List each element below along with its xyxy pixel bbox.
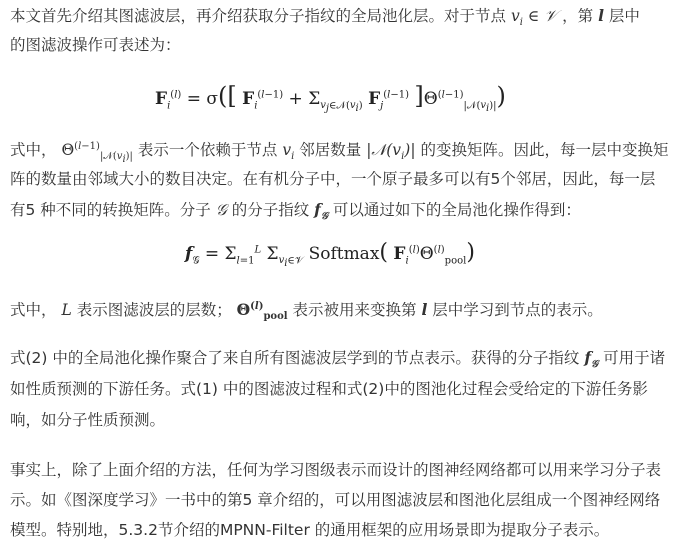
text: 本文首先介绍其图滤波层，再介绍获取分子指纹的全局池化层。对于节点 bbox=[10, 7, 507, 25]
text: 响，如分子性质预测。 bbox=[10, 411, 166, 429]
math-l: l bbox=[598, 6, 604, 25]
paragraph-5-line-2 bbox=[10, 490, 660, 510]
text: 可用于诸 bbox=[603, 349, 666, 367]
paragraph-1-line-1 bbox=[10, 6, 640, 33]
text: 的分子指纹 bbox=[231, 201, 310, 219]
math-fg: $f_𝒢$ bbox=[314, 200, 328, 223]
equation-1: $F_i^{(l)} = \sigma$([ $F_i^{(l-1)} + \Sigma_{v_j\in 𝒩(v_i)}$ $F_j^{(l-1)}$ ]$\Theta^{(l-1)}_{|𝒩(v_i)|}$) bbox=[155, 82, 506, 115]
paragraph-5-line-3 bbox=[10, 520, 609, 540]
text: 模型。特别地，5.3.2节介绍的MPNN-Filter 的通用框架的应用场景即为提取分子表示。 bbox=[10, 521, 610, 539]
text: 如性质预测的下游任务。式(1) 中的图滤波过程和式(2)中的图池化过程会受给定的下游任务影 bbox=[10, 380, 648, 398]
math-L: L bbox=[61, 301, 72, 320]
math-l: l bbox=[421, 300, 428, 320]
text: ，第 bbox=[562, 7, 594, 25]
text: 阵的数量由邻域大小的数目决定。在有机分子中，一个原子最多可以有5个邻居，因此，每一层 bbox=[10, 170, 656, 188]
paragraph-2-line-3 bbox=[10, 200, 581, 227]
text: 邻居数量 bbox=[299, 141, 362, 160]
paragraph-1-line-2 bbox=[10, 35, 181, 55]
text: 表示一个依赖于节点 bbox=[137, 141, 278, 160]
text: 事实上，除了上面介绍的方法，任何为学习图级表示而设计的图神经网络都可以用来学习分子表 bbox=[10, 461, 662, 479]
text: 式(2) 中的全局池化操作聚合了来自所有图滤波层学到的节点表示。获得的分子指纹 bbox=[10, 349, 580, 367]
text: 的图滤波操作可表述为： bbox=[10, 36, 181, 54]
text: 层中 bbox=[608, 7, 640, 25]
equation-2: $f_𝒢 = \Sigma_{l=1}^L$ $\Sigma_{v_i\in 𝒱}$ Softmax( $F_i^{(l)}\Theta^{(l)}_{pool}$) bbox=[185, 240, 475, 270]
text: 的变换矩阵。因此，每一层中变换矩 bbox=[420, 141, 669, 160]
text: 表示图滤波层的层数； bbox=[76, 301, 232, 320]
paragraph-4-line-3 bbox=[10, 410, 165, 430]
text: 式中， bbox=[10, 301, 57, 320]
math-theta: $\Theta^{(l-1)}_{|𝒩(v_i)|}$ bbox=[61, 141, 133, 166]
paragraph-4-line-1 bbox=[10, 348, 665, 375]
paragraph-2-line-1 bbox=[10, 137, 669, 170]
math-vi: $v_i$ bbox=[282, 141, 295, 163]
math-theta-pool: $\Theta^{(l)}_{pool}$ bbox=[236, 300, 288, 323]
text: 表示被用来变换第 bbox=[292, 301, 417, 320]
paragraph-4-line-2 bbox=[10, 379, 648, 399]
text: 有5 种不同的转换矩阵。分子 bbox=[10, 201, 211, 219]
paragraph-3 bbox=[10, 297, 603, 327]
text: 层中学习到节点的表示。 bbox=[432, 301, 603, 320]
math-g: 𝒢 bbox=[215, 201, 227, 219]
text: 式中， bbox=[10, 141, 57, 160]
math-neighbors: $|𝒩(v_i)|$ bbox=[366, 141, 416, 163]
text: 可以通过如下的全局池化操作得到： bbox=[332, 201, 581, 219]
math-fg: $f_𝒢$ bbox=[584, 348, 599, 371]
paragraph-2-line-2 bbox=[10, 169, 655, 189]
text: 示。如《图深度学习》一书中的第5 章介绍的，可以用图滤波层和图池化层组成一个图神经网络 bbox=[10, 491, 661, 509]
math-vi-in-v: $v_i$ ∈ 𝒱 bbox=[510, 7, 558, 29]
paragraph-5-line-1 bbox=[10, 460, 661, 480]
